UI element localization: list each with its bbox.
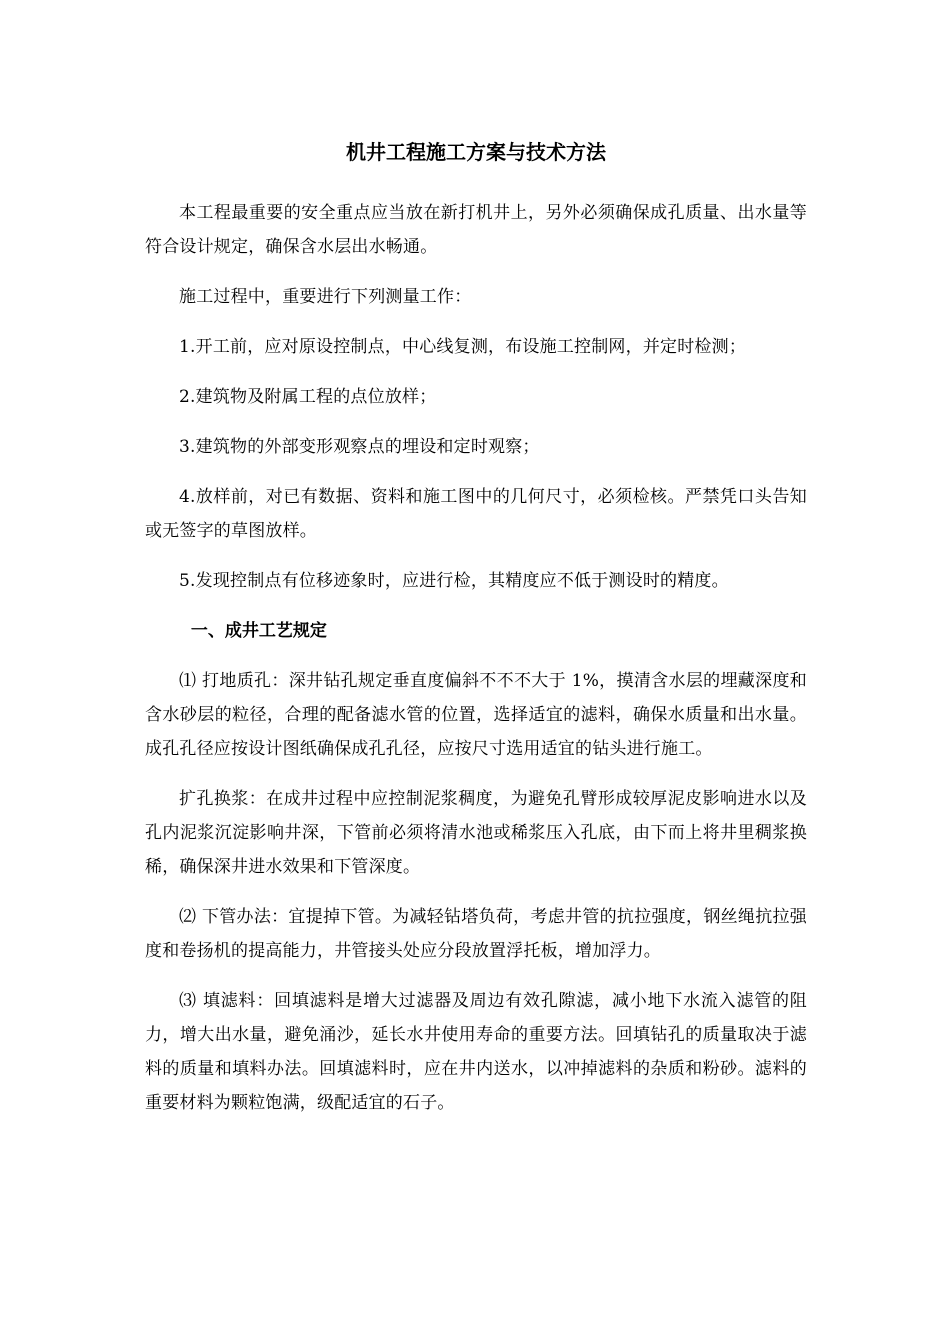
- document-body: [145, 138, 807, 1136]
- paragraph-intro: 本工程最重要的安全重点应当放在新打机井上，另外必须确保成孔质量、出水量等符合设计规定，确保含水层出水畅通。: [145, 203, 807, 257]
- paragraph-pipe-lowering: ⑵ 下管办法：宜提掉下管。为减轻钻塔负荷，考虑井管的抗拉强度，钢丝绳抗拉强度和卷扬机的提高能力，井管接头处应分段放置浮托板，增加浮力。: [145, 907, 807, 961]
- paragraph-survey-item-2: 2.建筑物及附属工程的点位放样；: [179, 387, 437, 407]
- paragraph-filter-fill: ⑶ 填滤料：回填滤料是增大过滤器及周边有效孔隙滤，减小地下水流入滤管的阻力，增大出水量，避免涌沙，延长水井使用寿命的重要方法。回填钻孔的质量取决于滤料的质量和填料办法。回填滤料时，应在井内送水，以冲掉滤料的杂质和粉砂。滤料的重要材料为颗粒饱满，级配适宜的石子。: [145, 991, 807, 1113]
- section-heading: 一、成井工艺规定: [190, 621, 327, 641]
- paragraph-survey-item-3: 3.建筑物的外部变形观察点的埋设和定时观察；: [179, 437, 540, 457]
- paragraph-survey-item-1: 1.开工前，应对原设控制点，中心线复测，布设施工控制网，并定时检测；: [179, 337, 747, 357]
- paragraph-reaming: 扩孔换浆：在成井过程中应控制泥浆稠度，为避免孔臂形成较厚泥皮影响进水以及孔内泥浆沉淀影响井深，下管前必须将清水池或稀浆压入孔底，由下而上将井里稠浆换稀，确保深井进水效果和下管深度。: [145, 789, 807, 877]
- paragraph-survey-item-5: 5.发现控制点有位移迹象时，应进行检，其精度应不低于测设时的精度。: [179, 571, 729, 591]
- paragraph-survey-lead: 施工过程中，重要进行下列测量工作：: [179, 287, 472, 307]
- document-title: 机井工程施工方案与技术方法: [346, 140, 606, 164]
- paragraph-survey-item-4: 4.放样前，对已有数据、资料和施工图中的几何尺寸，必须检核。严禁凭口头告知或无签字的草图放样。: [145, 487, 807, 541]
- paragraph-geological-hole: ⑴ 打地质孔：深井钻孔规定垂直度偏斜不不不大于 1%，摸清含水层的埋藏深度和含水砂层的粒径，合理的配备滤水管的位置，选择适宜的滤料，确保水质量和出水量。成孔孔径应按设计图纸确保成孔孔径，应按尺寸选用适宜的钻头进行施工。: [145, 671, 807, 759]
